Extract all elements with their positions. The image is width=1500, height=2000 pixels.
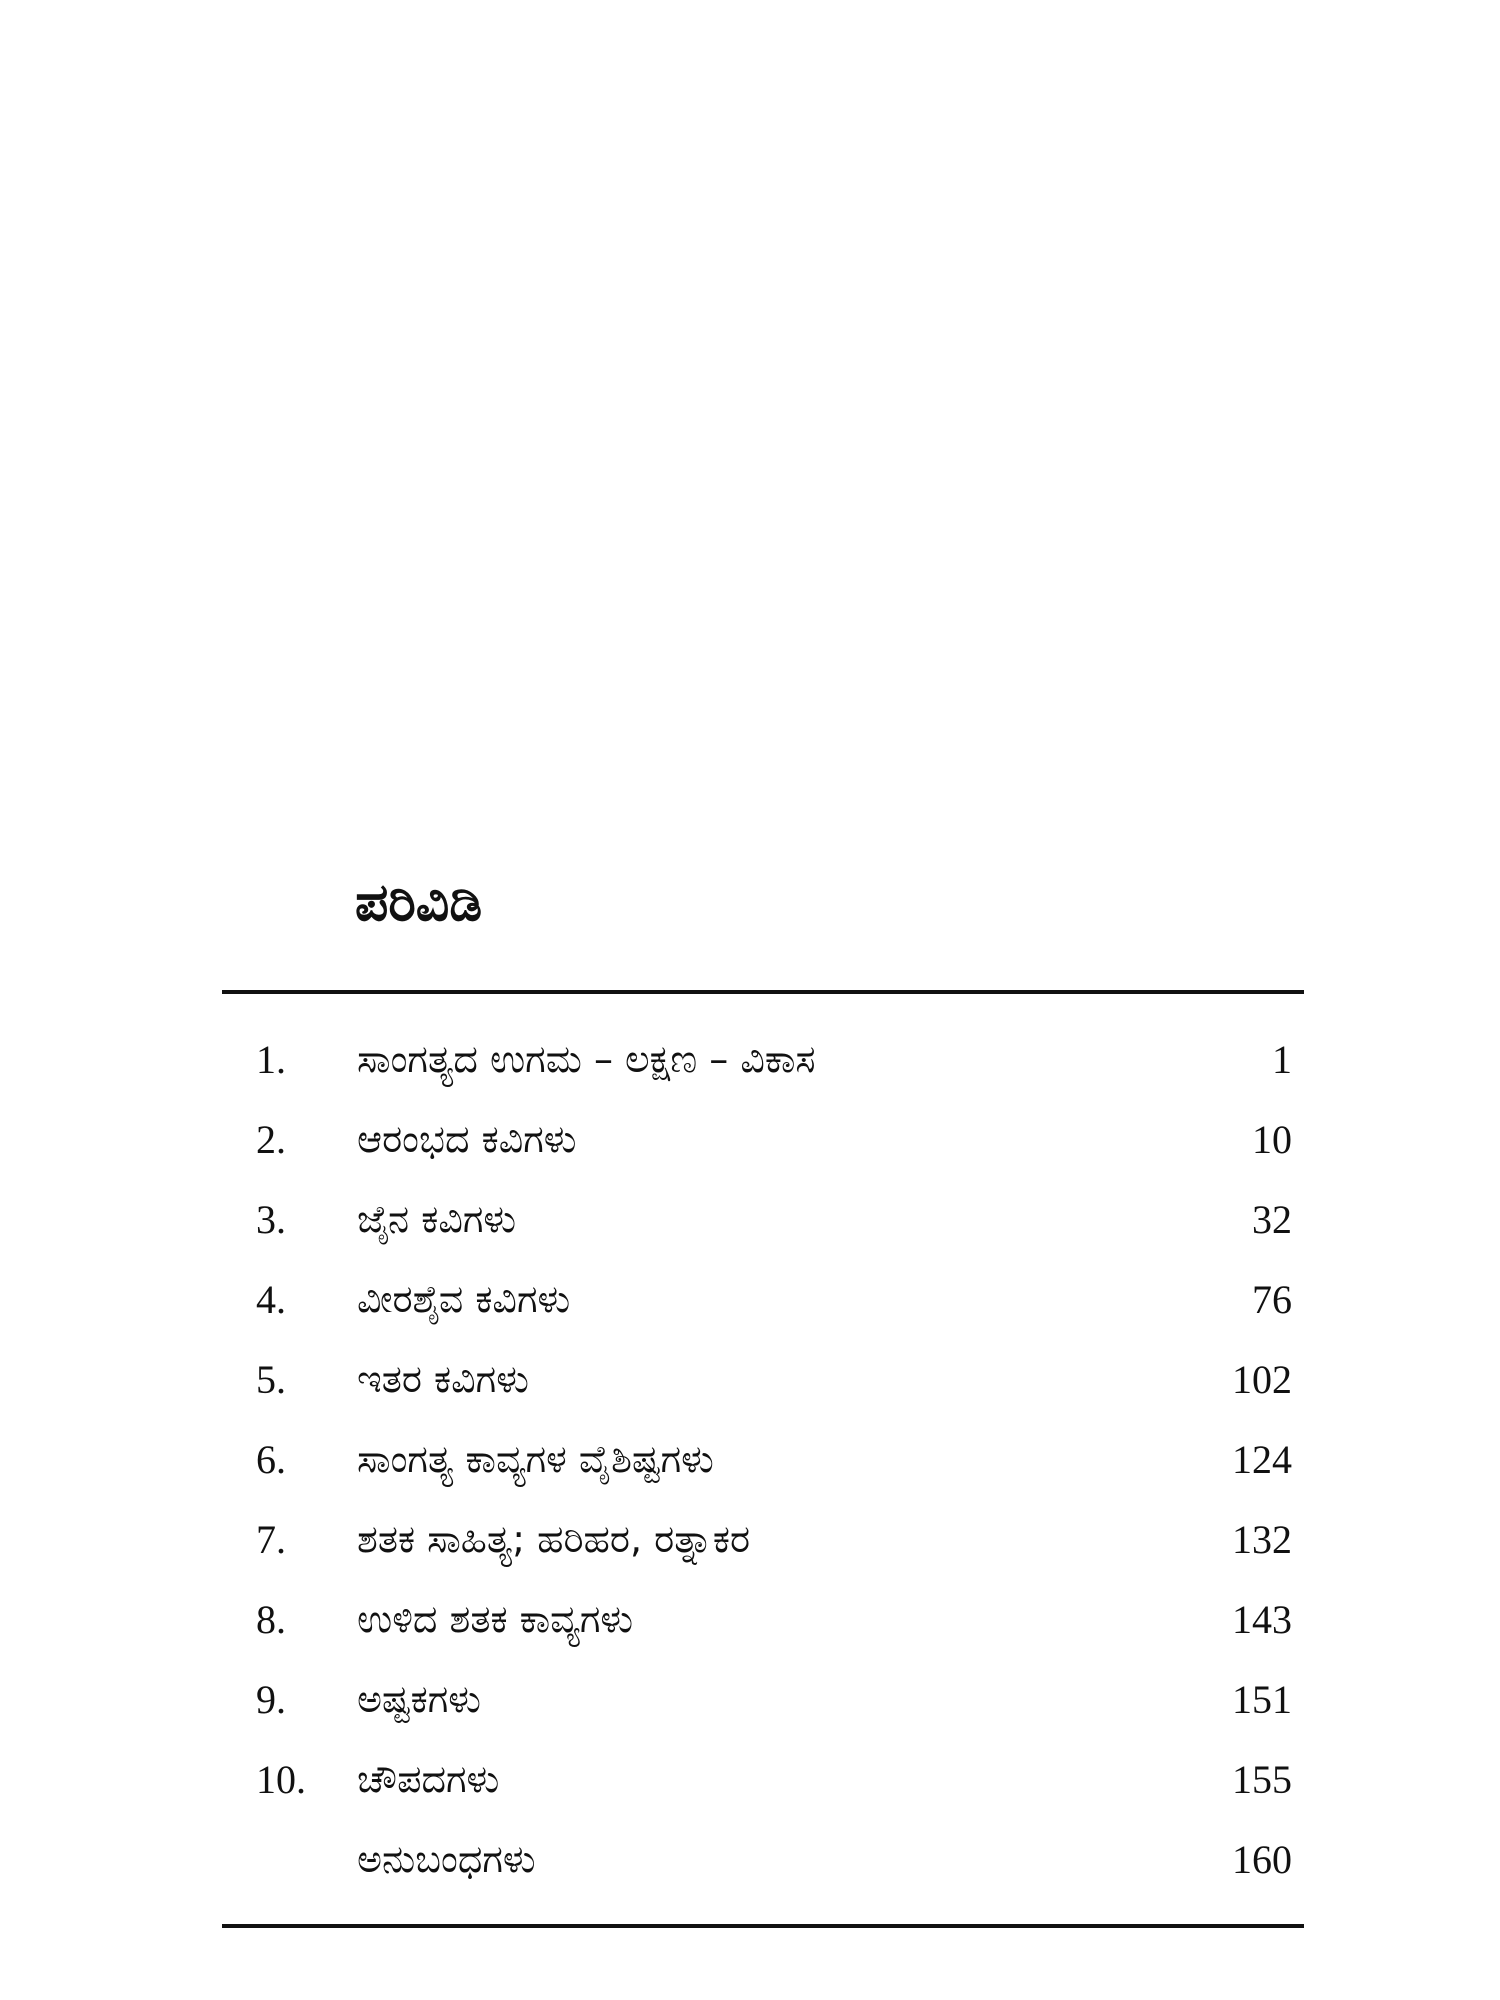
chapter-title: ಶತಕ ಸಾಹಿತ್ಯ; ಹರಿಹರ, ರತ್ನಾಕರ (357, 1517, 751, 1561)
toc-row (222, 1820, 1304, 1900)
toc-row (222, 1420, 1304, 1500)
chapter-number: 8. (256, 1597, 286, 1642)
chapter-title: ಆರಂಭದ ಕವಿಗಳು (357, 1117, 577, 1161)
toc-row (222, 1740, 1304, 1820)
page-number: 1 (1272, 1037, 1292, 1082)
top-divider (222, 990, 1304, 994)
chapter-number: 10. (256, 1757, 306, 1802)
toc-row (222, 1500, 1304, 1580)
toc-row (222, 1260, 1304, 1340)
page-title: ಪರಿವಿಡಿ (355, 873, 483, 933)
toc-row (222, 1020, 1304, 1100)
chapter-number: 4. (256, 1277, 286, 1322)
chapter-number: 9. (256, 1677, 286, 1722)
page-number: 151 (1232, 1677, 1292, 1722)
page-number: 160 (1232, 1837, 1292, 1882)
page-number: 102 (1232, 1357, 1292, 1402)
toc-row (222, 1100, 1304, 1180)
table-of-contents (222, 1020, 1304, 1900)
chapter-title: ಅಷ್ಟಕಗಳು (357, 1677, 481, 1721)
chapter-title: ಅನುಬಂಧಗಳು (357, 1837, 536, 1881)
chapter-title: ಸಾಂಗತ್ಯ ಕಾವ್ಯಗಳ ವೈಶಿಷ್ಟಗಳು (357, 1437, 714, 1481)
chapter-title: ವೀರಶೈವ ಕವಿಗಳು (357, 1277, 571, 1321)
chapter-number: 5. (256, 1357, 286, 1402)
chapter-number: 2. (256, 1117, 286, 1162)
chapter-title: ಚೌಪದಗಳು (357, 1757, 500, 1801)
chapter-title: ಇತರ ಕವಿಗಳು (357, 1357, 529, 1401)
chapter-title: ಜೈನ ಕವಿಗಳು (357, 1197, 517, 1241)
page-number: 132 (1232, 1517, 1292, 1562)
chapter-title: ಉಳಿದ ಶತಕ ಕಾವ್ಯಗಳು (357, 1597, 634, 1641)
page-number: 143 (1232, 1597, 1292, 1642)
chapter-title: ಸಾಂಗತ್ಯದ ಉಗಮ – ಲಕ್ಷಣ – ವಿಕಾಸ (357, 1037, 816, 1081)
chapter-number: 7. (256, 1517, 286, 1562)
page-number: 155 (1232, 1757, 1292, 1802)
toc-row (222, 1580, 1304, 1660)
chapter-number: 1. (256, 1037, 286, 1082)
toc-row (222, 1660, 1304, 1740)
bottom-divider (222, 1924, 1304, 1928)
chapter-number: 6. (256, 1437, 286, 1482)
toc-row (222, 1340, 1304, 1420)
page-number: 124 (1232, 1437, 1292, 1482)
page-number: 76 (1252, 1277, 1292, 1322)
toc-row (222, 1180, 1304, 1260)
page-number: 10 (1252, 1117, 1292, 1162)
page-number: 32 (1252, 1197, 1292, 1242)
chapter-number: 3. (256, 1197, 286, 1242)
